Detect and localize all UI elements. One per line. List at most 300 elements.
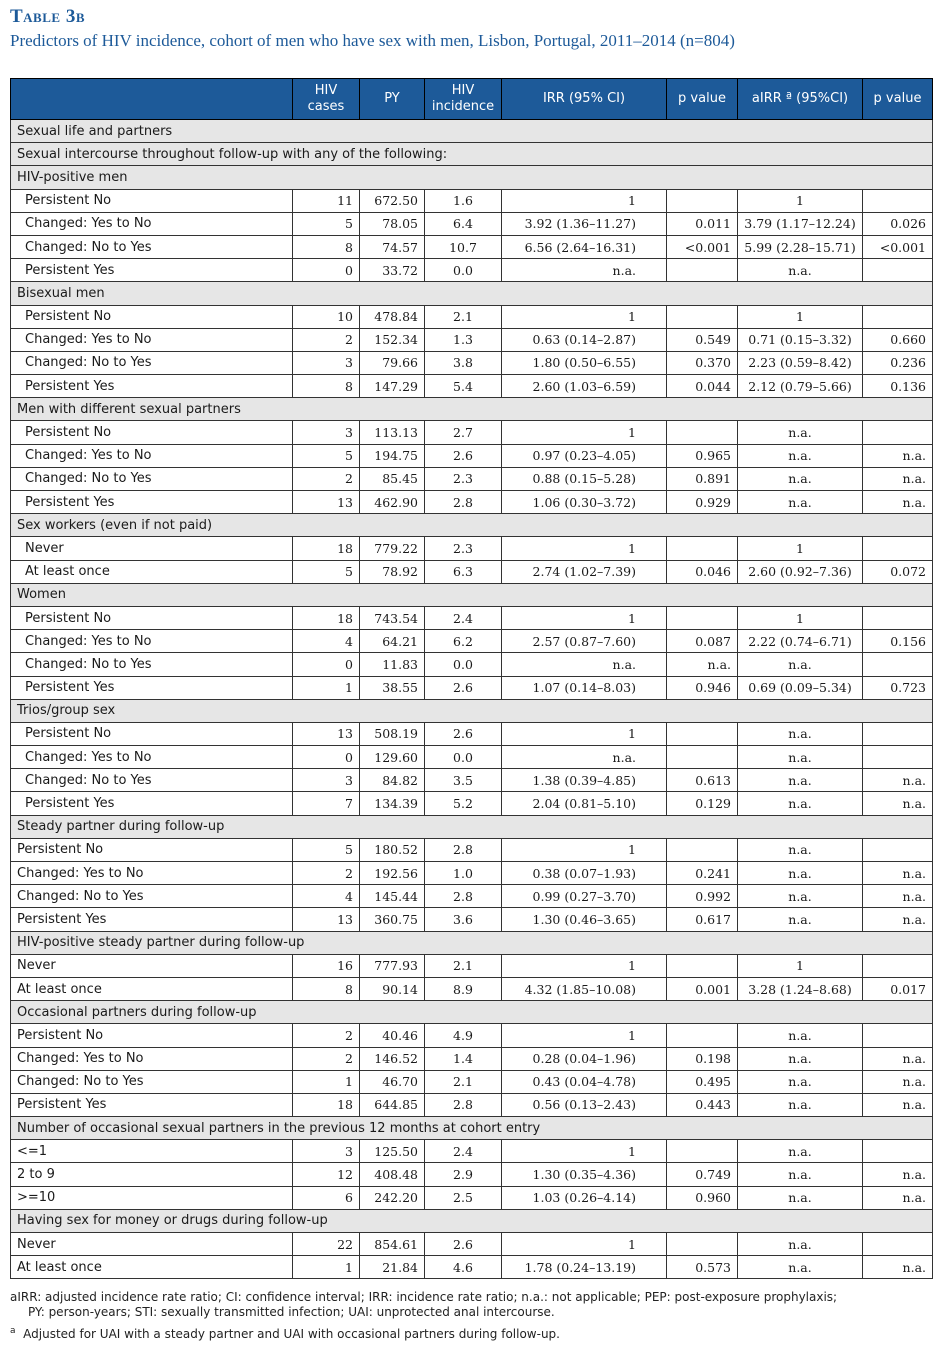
cell-py: 644.85: [360, 1093, 425, 1116]
cell-airr: 3.28 (1.24–8.68): [738, 977, 863, 1000]
cell-irr: 1.80 (0.50–6.55): [502, 351, 667, 374]
table-row: [11, 653, 933, 676]
cell-p-value-airr: n.a.: [863, 1256, 933, 1279]
table-row: [11, 676, 933, 699]
table-row: [11, 259, 933, 282]
row-label: Persistent No: [11, 421, 293, 444]
cell-irr: 0.28 (0.04–1.96): [502, 1047, 667, 1070]
cell-p-value-irr: [667, 421, 738, 444]
header-p-value-1: p value: [667, 79, 738, 120]
table-row: [11, 1093, 933, 1116]
cell-airr: 2.23 (0.59–8.42): [738, 351, 863, 374]
cell-airr: n.a.: [738, 908, 863, 931]
cell-py: 145.44: [360, 885, 425, 908]
section-label: Having sex for money or drugs during follow-up: [11, 1209, 933, 1232]
row-label: Persistent No: [11, 189, 293, 212]
table-row: [11, 212, 933, 235]
cell-p-value-irr: 0.495: [667, 1070, 738, 1093]
cell-py: 46.70: [360, 1070, 425, 1093]
cell-py: 38.55: [360, 676, 425, 699]
cell-p-value-irr: 0.929: [667, 491, 738, 514]
cell-p-value-airr: 0.072: [863, 560, 933, 583]
section-label: Occasional partners during follow-up: [11, 1001, 933, 1024]
results-table: [10, 78, 933, 1279]
cell-hiv-cases: 5: [293, 444, 360, 467]
cell-irr: 0.88 (0.15–5.28): [502, 467, 667, 490]
header-hiv-incidence: HIV incidence: [425, 79, 502, 120]
section-row: [11, 815, 933, 838]
row-label: Persistent Yes: [11, 676, 293, 699]
row-label: Persistent Yes: [11, 908, 293, 931]
row-label: Persistent No: [11, 606, 293, 629]
cell-p-value-airr: [863, 606, 933, 629]
cell-irr: 1: [502, 305, 667, 328]
cell-p-value-airr: 0.136: [863, 375, 933, 398]
table-row: [11, 189, 933, 212]
cell-py: 242.20: [360, 1186, 425, 1209]
cell-p-value-irr: 0.198: [667, 1047, 738, 1070]
table-row: [11, 606, 933, 629]
cell-p-value-irr: 0.946: [667, 676, 738, 699]
section-row: [11, 282, 933, 305]
cell-irr: 1: [502, 838, 667, 861]
cell-p-value-airr: 0.660: [863, 328, 933, 351]
row-label: Changed: Yes to No: [11, 630, 293, 653]
cell-hiv-incidence: 3.5: [425, 769, 502, 792]
cell-p-value-airr: n.a.: [863, 908, 933, 931]
cell-hiv-cases: 1: [293, 1070, 360, 1093]
cell-p-value-airr: [863, 954, 933, 977]
cell-p-value-airr: [863, 189, 933, 212]
cell-p-value-airr: n.a.: [863, 467, 933, 490]
cell-airr: n.a.: [738, 444, 863, 467]
cell-airr: n.a.: [738, 653, 863, 676]
row-label: Persistent No: [11, 722, 293, 745]
cell-p-value-irr: [667, 1024, 738, 1047]
cell-p-value-irr: [667, 305, 738, 328]
cell-irr: 1.30 (0.35–4.36): [502, 1163, 667, 1186]
table-row: [11, 491, 933, 514]
cell-irr: 0.56 (0.13–2.43): [502, 1093, 667, 1116]
row-label: Changed: No to Yes: [11, 467, 293, 490]
cell-py: 85.45: [360, 467, 425, 490]
cell-hiv-incidence: 2.8: [425, 1093, 502, 1116]
cell-p-value-airr: n.a.: [863, 885, 933, 908]
cell-hiv-cases: 18: [293, 1093, 360, 1116]
section-label: Number of occasional sexual partners in the previous 12 months at cohort entry: [11, 1117, 933, 1140]
cell-irr: 1: [502, 421, 667, 444]
cell-hiv-incidence: 0.0: [425, 746, 502, 769]
cell-irr: 0.63 (0.14–2.87): [502, 328, 667, 351]
cell-p-value-airr: n.a.: [863, 769, 933, 792]
cell-py: 360.75: [360, 908, 425, 931]
header-blank: [11, 79, 293, 120]
cell-hiv-cases: 11: [293, 189, 360, 212]
cell-irr: 1.03 (0.26–4.14): [502, 1186, 667, 1209]
cell-hiv-cases: 10: [293, 305, 360, 328]
cell-hiv-incidence: 2.8: [425, 491, 502, 514]
footnote-a-mark: a: [10, 1326, 16, 1336]
cell-p-value-airr: n.a.: [863, 1047, 933, 1070]
cell-p-value-irr: 0.001: [667, 977, 738, 1000]
section-row: [11, 1209, 933, 1232]
table-row: [11, 769, 933, 792]
row-label: <=1: [11, 1140, 293, 1163]
cell-p-value-irr: [667, 838, 738, 861]
cell-py: 113.13: [360, 421, 425, 444]
cell-airr: 1: [738, 954, 863, 977]
row-label: Changed: Yes to No: [11, 862, 293, 885]
section-row: [11, 699, 933, 722]
cell-p-value-irr: 0.573: [667, 1256, 738, 1279]
cell-airr: n.a.: [738, 421, 863, 444]
cell-p-value-airr: [863, 537, 933, 560]
section-label: Bisexual men: [11, 282, 933, 305]
cell-p-value-irr: 0.617: [667, 908, 738, 931]
cell-p-value-airr: [863, 722, 933, 745]
table-row: [11, 444, 933, 467]
cell-hiv-cases: 1: [293, 676, 360, 699]
cell-p-value-irr: [667, 537, 738, 560]
cell-hiv-incidence: 2.5: [425, 1186, 502, 1209]
section-row: [11, 398, 933, 421]
cell-airr: 2.60 (0.92–7.36): [738, 560, 863, 583]
cell-p-value-airr: n.a.: [863, 862, 933, 885]
cell-hiv-incidence: 2.3: [425, 537, 502, 560]
table-row: [11, 305, 933, 328]
cell-airr: n.a.: [738, 722, 863, 745]
table-row: [11, 1163, 933, 1186]
cell-p-value-irr: [667, 1140, 738, 1163]
row-label: Changed: Yes to No: [11, 746, 293, 769]
table-row: [11, 328, 933, 351]
cell-p-value-irr: 0.613: [667, 769, 738, 792]
cell-airr: 2.12 (0.79–5.66): [738, 375, 863, 398]
cell-p-value-airr: [863, 1233, 933, 1256]
row-label: Persistent Yes: [11, 259, 293, 282]
cell-py: 478.84: [360, 305, 425, 328]
table-row: [11, 1047, 933, 1070]
section-row: [11, 514, 933, 537]
cell-hiv-incidence: 2.8: [425, 885, 502, 908]
cell-airr: n.a.: [738, 467, 863, 490]
cell-irr: 1: [502, 722, 667, 745]
cell-py: 743.54: [360, 606, 425, 629]
cell-p-value-irr: 0.992: [667, 885, 738, 908]
table-row: [11, 1186, 933, 1209]
cell-p-value-irr: 0.087: [667, 630, 738, 653]
cell-hiv-incidence: 2.7: [425, 421, 502, 444]
cell-p-value-irr: 0.965: [667, 444, 738, 467]
row-label: Never: [11, 537, 293, 560]
cell-irr: 2.74 (1.02–7.39): [502, 560, 667, 583]
table-row: [11, 1024, 933, 1047]
cell-hiv-incidence: 0.0: [425, 653, 502, 676]
cell-hiv-cases: 8: [293, 375, 360, 398]
row-label: Persistent No: [11, 1024, 293, 1047]
cell-airr: n.a.: [738, 1093, 863, 1116]
cell-irr: 1: [502, 1140, 667, 1163]
cell-p-value-airr: 0.026: [863, 212, 933, 235]
cell-hiv-cases: 0: [293, 746, 360, 769]
row-label: Changed: Yes to No: [11, 212, 293, 235]
header-hiv-cases: HIV cases: [293, 79, 360, 120]
section-label: Steady partner during follow-up: [11, 815, 933, 838]
cell-airr: 1: [738, 537, 863, 560]
cell-irr: 1: [502, 1233, 667, 1256]
cell-p-value-irr: 0.129: [667, 792, 738, 815]
table-row: [11, 630, 933, 653]
cell-hiv-incidence: 1.0: [425, 862, 502, 885]
cell-py: 129.60: [360, 746, 425, 769]
section-row: [11, 166, 933, 189]
cell-airr: n.a.: [738, 1024, 863, 1047]
cell-irr: n.a.: [502, 259, 667, 282]
cell-airr: n.a.: [738, 259, 863, 282]
cell-hiv-incidence: 2.1: [425, 305, 502, 328]
cell-airr: 1: [738, 606, 863, 629]
cell-airr: n.a.: [738, 1186, 863, 1209]
table-row: [11, 746, 933, 769]
cell-airr: 5.99 (2.28–15.71): [738, 235, 863, 258]
table-row: [11, 1256, 933, 1279]
section-row: [11, 143, 933, 166]
cell-hiv-incidence: 6.3: [425, 560, 502, 583]
cell-p-value-airr: 0.017: [863, 977, 933, 1000]
cell-irr: 1: [502, 606, 667, 629]
table-row: [11, 1070, 933, 1093]
table-row: [11, 792, 933, 815]
cell-p-value-airr: n.a.: [863, 444, 933, 467]
cell-py: 78.05: [360, 212, 425, 235]
cell-py: 508.19: [360, 722, 425, 745]
table-row: [11, 1233, 933, 1256]
cell-py: 40.46: [360, 1024, 425, 1047]
cell-p-value-airr: [863, 1024, 933, 1047]
cell-irr: 0.99 (0.27–3.70): [502, 885, 667, 908]
footnote-a-text: Adjusted for UAI with a steady partner and UAI with occasional partners during follow-up.: [23, 1327, 560, 1341]
cell-p-value-airr: [863, 421, 933, 444]
section-row: [11, 1117, 933, 1140]
section-label: Men with different sexual partners: [11, 398, 933, 421]
cell-py: 147.29: [360, 375, 425, 398]
cell-py: 90.14: [360, 977, 425, 1000]
cell-py: 84.82: [360, 769, 425, 792]
row-label: Persistent No: [11, 305, 293, 328]
cell-airr: n.a.: [738, 1047, 863, 1070]
cell-irr: 3.92 (1.36–11.27): [502, 212, 667, 235]
row-label: Changed: Yes to No: [11, 1047, 293, 1070]
cell-hiv-incidence: 1.4: [425, 1047, 502, 1070]
cell-py: 11.83: [360, 653, 425, 676]
cell-airr: n.a.: [738, 1256, 863, 1279]
row-label: Changed: No to Yes: [11, 885, 293, 908]
cell-py: 74.57: [360, 235, 425, 258]
cell-py: 152.34: [360, 328, 425, 351]
cell-irr: 6.56 (2.64–16.31): [502, 235, 667, 258]
cell-hiv-incidence: 2.8: [425, 838, 502, 861]
row-label: Changed: No to Yes: [11, 235, 293, 258]
header-p-value-2: p value: [863, 79, 933, 120]
cell-p-value-irr: [667, 1233, 738, 1256]
row-label: Changed: No to Yes: [11, 1070, 293, 1093]
cell-py: 33.72: [360, 259, 425, 282]
cell-p-value-airr: [863, 746, 933, 769]
cell-irr: 1.30 (0.46–3.65): [502, 908, 667, 931]
cell-hiv-cases: 13: [293, 491, 360, 514]
cell-hiv-cases: 3: [293, 769, 360, 792]
cell-hiv-cases: 3: [293, 1140, 360, 1163]
cell-p-value-airr: n.a.: [863, 792, 933, 815]
row-label: Persistent Yes: [11, 491, 293, 514]
cell-airr: 1: [738, 305, 863, 328]
cell-py: 180.52: [360, 838, 425, 861]
cell-p-value-irr: n.a.: [667, 653, 738, 676]
cell-py: 462.90: [360, 491, 425, 514]
cell-irr: 0.43 (0.04–4.78): [502, 1070, 667, 1093]
cell-p-value-irr: [667, 954, 738, 977]
row-label: Persistent No: [11, 838, 293, 861]
cell-airr: n.a.: [738, 838, 863, 861]
cell-airr: n.a.: [738, 1233, 863, 1256]
section-label: Women: [11, 583, 933, 606]
cell-airr: 0.69 (0.09–5.34): [738, 676, 863, 699]
table-row: [11, 954, 933, 977]
row-label: Persistent Yes: [11, 375, 293, 398]
section-row: [11, 583, 933, 606]
cell-hiv-incidence: 2.6: [425, 444, 502, 467]
row-label: Changed: Yes to No: [11, 444, 293, 467]
section-label: Sexual life and partners: [11, 120, 933, 143]
cell-p-value-airr: n.a.: [863, 1093, 933, 1116]
cell-hiv-cases: 5: [293, 212, 360, 235]
cell-hiv-incidence: 0.0: [425, 259, 502, 282]
cell-hiv-incidence: 1.3: [425, 328, 502, 351]
footnote-abbreviations-1: aIRR: adjusted incidence rate ratio; CI: confidence interval; IRR: incidence rate ratio; n.a.: not applicable; PEP: post-exposure prophylaxis;: [10, 1290, 838, 1304]
cell-hiv-cases: 8: [293, 977, 360, 1000]
cell-hiv-cases: 2: [293, 1047, 360, 1070]
row-label: 2 to 9: [11, 1163, 293, 1186]
cell-airr: 0.71 (0.15–3.32): [738, 328, 863, 351]
cell-p-value-irr: [667, 746, 738, 769]
table-row: [11, 885, 933, 908]
cell-hiv-incidence: 2.1: [425, 954, 502, 977]
cell-py: 854.61: [360, 1233, 425, 1256]
row-label: At least once: [11, 977, 293, 1000]
cell-airr: n.a.: [738, 769, 863, 792]
cell-irr: 1: [502, 1024, 667, 1047]
cell-p-value-airr: [863, 305, 933, 328]
cell-hiv-cases: 6: [293, 1186, 360, 1209]
table-row: [11, 235, 933, 258]
cell-hiv-cases: 2: [293, 862, 360, 885]
cell-p-value-airr: <0.001: [863, 235, 933, 258]
section-label: HIV-positive men: [11, 166, 933, 189]
cell-hiv-incidence: 5.4: [425, 375, 502, 398]
cell-irr: 4.32 (1.85–10.08): [502, 977, 667, 1000]
section-row: [11, 1001, 933, 1024]
cell-airr: n.a.: [738, 862, 863, 885]
header-irr: IRR (95% CI): [502, 79, 667, 120]
cell-hiv-incidence: 2.4: [425, 1140, 502, 1163]
cell-p-value-airr: 0.156: [863, 630, 933, 653]
table-row: [11, 560, 933, 583]
cell-py: 779.22: [360, 537, 425, 560]
cell-p-value-airr: n.a.: [863, 491, 933, 514]
cell-p-value-irr: 0.011: [667, 212, 738, 235]
cell-p-value-irr: <0.001: [667, 235, 738, 258]
cell-hiv-incidence: 5.2: [425, 792, 502, 815]
cell-py: 408.48: [360, 1163, 425, 1186]
cell-hiv-cases: 4: [293, 885, 360, 908]
cell-hiv-cases: 12: [293, 1163, 360, 1186]
table-title: Table 3b: [10, 6, 85, 27]
cell-hiv-incidence: 8.9: [425, 977, 502, 1000]
cell-p-value-airr: 0.236: [863, 351, 933, 374]
cell-p-value-irr: 0.443: [667, 1093, 738, 1116]
cell-p-value-irr: 0.046: [667, 560, 738, 583]
table-row: [11, 467, 933, 490]
cell-p-value-irr: [667, 722, 738, 745]
cell-py: 777.93: [360, 954, 425, 977]
header-py: PY: [360, 79, 425, 120]
table-row: [11, 838, 933, 861]
table-row: [11, 375, 933, 398]
cell-p-value-airr: [863, 259, 933, 282]
table-subtitle: Predictors of HIV incidence, cohort of men who have sex with men, Lisbon, Portugal, 2011–2014 (n=804): [10, 31, 735, 50]
cell-hiv-cases: 13: [293, 908, 360, 931]
cell-py: 146.52: [360, 1047, 425, 1070]
row-label: At least once: [11, 1256, 293, 1279]
table-row: [11, 351, 933, 374]
cell-p-value-airr: n.a.: [863, 1186, 933, 1209]
cell-py: 64.21: [360, 630, 425, 653]
row-label: Persistent Yes: [11, 792, 293, 815]
row-label: Persistent Yes: [11, 1093, 293, 1116]
section-row: [11, 120, 933, 143]
cell-p-value-irr: [667, 189, 738, 212]
cell-irr: 0.97 (0.23–4.05): [502, 444, 667, 467]
cell-airr: n.a.: [738, 491, 863, 514]
row-label: Changed: No to Yes: [11, 769, 293, 792]
cell-p-value-irr: 0.749: [667, 1163, 738, 1186]
cell-irr: 0.38 (0.07–1.93): [502, 862, 667, 885]
footnote-abbreviations-2: PY: person-years; STI: sexually transmitted infection; UAI: unprotected anal intercourse.: [28, 1305, 555, 1319]
cell-hiv-incidence: 4.9: [425, 1024, 502, 1047]
table-row: [11, 722, 933, 745]
cell-airr: 3.79 (1.17–12.24): [738, 212, 863, 235]
cell-p-value-airr: [863, 1140, 933, 1163]
cell-hiv-cases: 7: [293, 792, 360, 815]
cell-hiv-cases: 3: [293, 351, 360, 374]
cell-airr: n.a.: [738, 1070, 863, 1093]
cell-hiv-incidence: 6.2: [425, 630, 502, 653]
cell-p-value-irr: [667, 259, 738, 282]
cell-hiv-cases: 2: [293, 328, 360, 351]
cell-py: 125.50: [360, 1140, 425, 1163]
cell-hiv-incidence: 2.9: [425, 1163, 502, 1186]
header-row: [11, 79, 933, 120]
cell-py: 21.84: [360, 1256, 425, 1279]
cell-hiv-incidence: 3.8: [425, 351, 502, 374]
cell-hiv-cases: 2: [293, 1024, 360, 1047]
section-row: [11, 931, 933, 954]
cell-hiv-incidence: 4.6: [425, 1256, 502, 1279]
cell-irr: 1: [502, 954, 667, 977]
table-row: [11, 421, 933, 444]
header-airr: aIRR ª (95%CI): [738, 79, 863, 120]
cell-p-value-irr: 0.549: [667, 328, 738, 351]
